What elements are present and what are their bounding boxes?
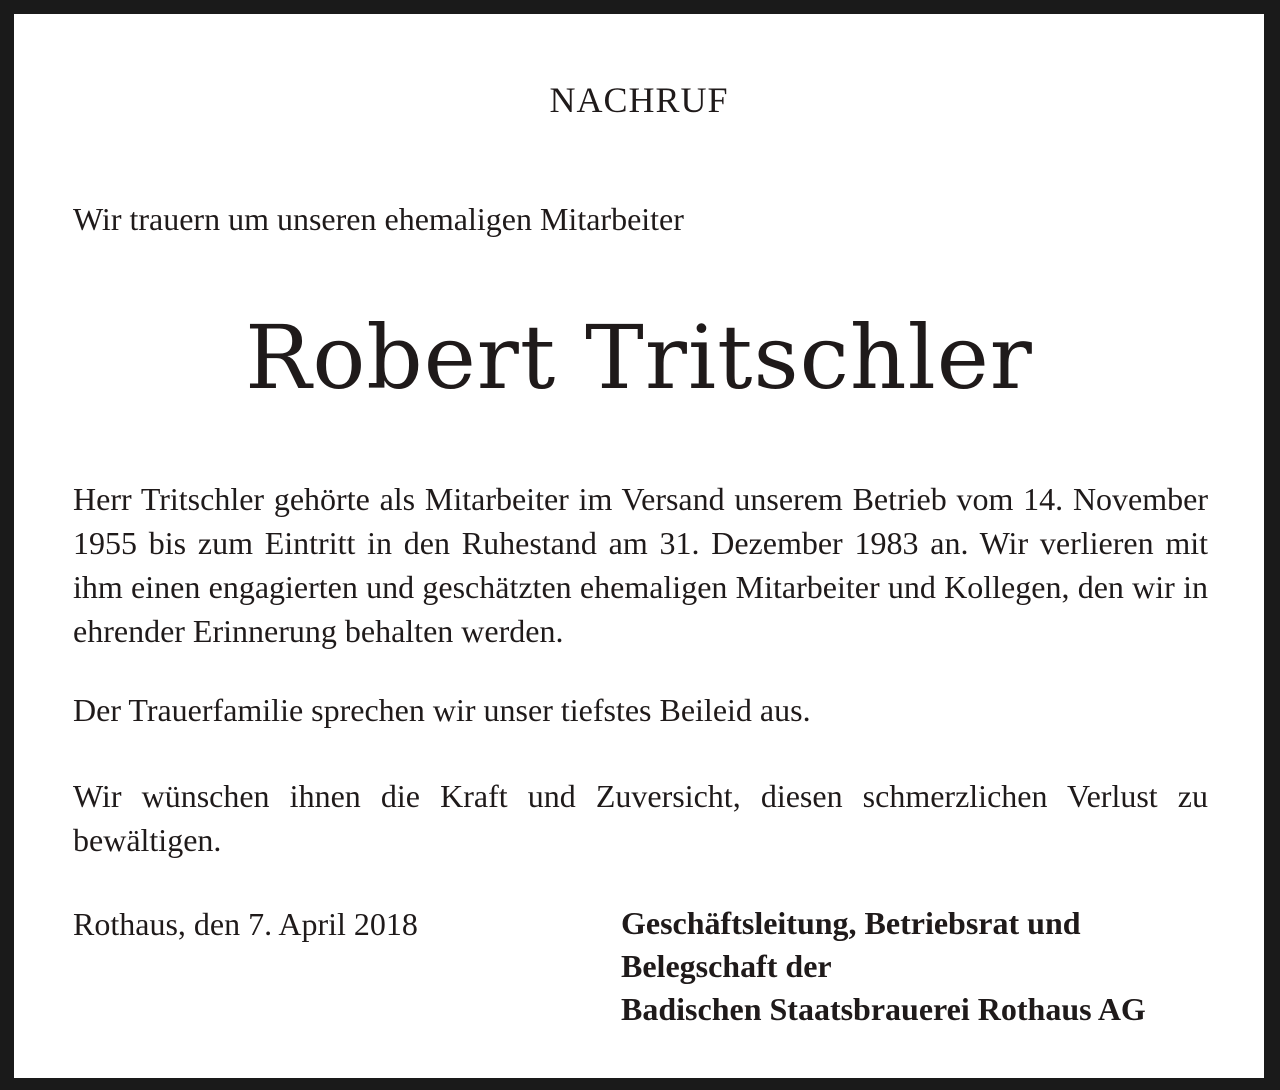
notice-heading: NACHRUF: [549, 80, 729, 120]
signature-line: Geschäftsleitung, Betriebsrat und: [621, 905, 1081, 941]
signature-line: Badischen Staatsbrauerei Rothaus AG: [621, 991, 1146, 1027]
intro-text: Wir trauern um unseren ehemaligen Mitarbeiter: [73, 201, 684, 237]
place-date: Rothaus, den 7. April 2018: [73, 906, 418, 942]
signature-line: Belegschaft der: [621, 948, 832, 984]
paragraph-condolence: Der Trauerfamilie sprechen wir unser tiefstes Beileid aus.: [73, 692, 811, 728]
paragraph-employment: Herr Tritschler gehörte als Mitarbeiter im Versand unserem Betrieb vom 14. November 1955 bis zum Eintritt in den Ruhestand am 31. Dezember 1983 an. Wir verlieren mit ihm einen engagierten und geschätzten ehemaligen Mitarbeiter und Kollegen, den wir in ehrender Erinnerung behalten werden.: [73, 481, 1208, 649]
signature-block: [621, 902, 1146, 1031]
deceased-name: Robert Tritschler: [245, 306, 1033, 409]
paragraph-wishes: Wir wünschen ihnen die Kraft und Zuversicht, diesen schmerzlichen Verlust zu bewältigen.: [73, 778, 1208, 858]
